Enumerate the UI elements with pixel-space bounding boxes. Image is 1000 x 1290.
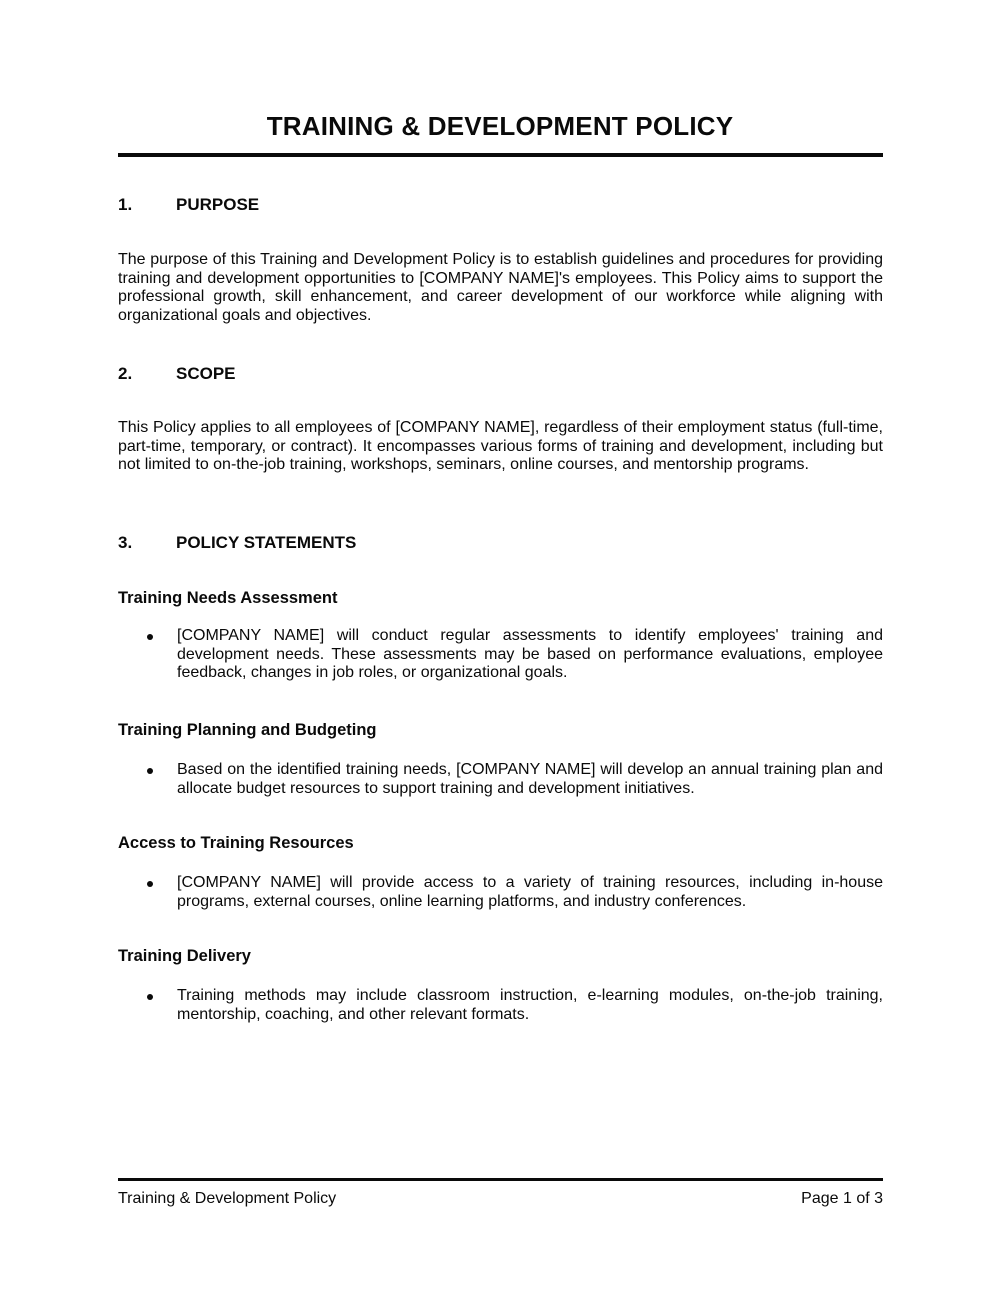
- subheading-access-training-resources: Access to Training Resources: [118, 834, 354, 852]
- footer-document-title: Training & Development Policy: [118, 1190, 337, 1207]
- footer-page-number: Page 1 of 3: [801, 1190, 883, 1207]
- list-item-needs-assessment: [177, 627, 883, 683]
- bullet-text: [COMPANY NAME] will conduct regular assessments to identify employees' training and development needs. These assessments may be based on performance evaluations, employee feedback, changes in job roles, or organizational goals.: [177, 627, 883, 682]
- list-item-training-delivery: [177, 987, 883, 1024]
- subheading-training-delivery: Training Delivery: [118, 947, 251, 965]
- bullet-icon: [147, 634, 153, 640]
- title-divider: [118, 153, 883, 157]
- footer-divider: [118, 1178, 883, 1181]
- bullet-text: Training methods may include classroom instruction, e-learning modules, on-the-job training, mentorship, coaching, and other relevant formats.: [177, 987, 883, 1023]
- section-number: 3.: [118, 533, 133, 552]
- paragraph-scope: This Policy applies to all employees of [COMPANY NAME], regardless of their employment status (full-time, part-time, temporary, or contract). It encompasses various forms of training and development, including but not limited to on-the-job training, workshops, seminars, online courses, and mentorship programs.: [118, 419, 883, 474]
- section-heading-label: POLICY STATEMENTS: [176, 533, 357, 552]
- page-title: TRAINING & DEVELOPMENT POLICY: [266, 111, 734, 141]
- section-heading-label: PURPOSE: [176, 195, 260, 214]
- subheading-training-planning-budgeting: Training Planning and Budgeting: [118, 721, 377, 739]
- section-heading-policy-statements: [118, 533, 883, 553]
- page-footer: [118, 1190, 883, 1208]
- list-item-planning-budgeting: [177, 761, 883, 798]
- bullet-icon: [147, 881, 153, 887]
- bullet-icon: [147, 768, 153, 774]
- bullet-icon: [147, 994, 153, 1000]
- bullet-text: [COMPANY NAME] will provide access to a variety of training resources, including in-house programs, external courses, online learning platforms, and industry conferences.: [177, 874, 883, 910]
- paragraph-purpose: The purpose of this Training and Development Policy is to establish guidelines and procedures for providing training and development opportunities to [COMPANY NAME]'s employees. This Policy aims to support the professional growth, skill enhancement, and career development of our workforce while aligning with organizational goals and objectives.: [118, 251, 883, 325]
- section-heading-purpose: [118, 195, 883, 215]
- section-heading-label: SCOPE: [176, 364, 236, 383]
- bullet-text: Based on the identified training needs, [COMPANY NAME] will develop an annual training plan and allocate budget resources to support training and development initiatives.: [177, 761, 883, 797]
- section-number: 1.: [118, 195, 133, 214]
- section-heading-scope: [118, 364, 883, 384]
- section-number: 2.: [118, 364, 133, 383]
- subheading-training-needs-assessment: Training Needs Assessment: [118, 589, 338, 607]
- list-item-access-resources: [177, 874, 883, 911]
